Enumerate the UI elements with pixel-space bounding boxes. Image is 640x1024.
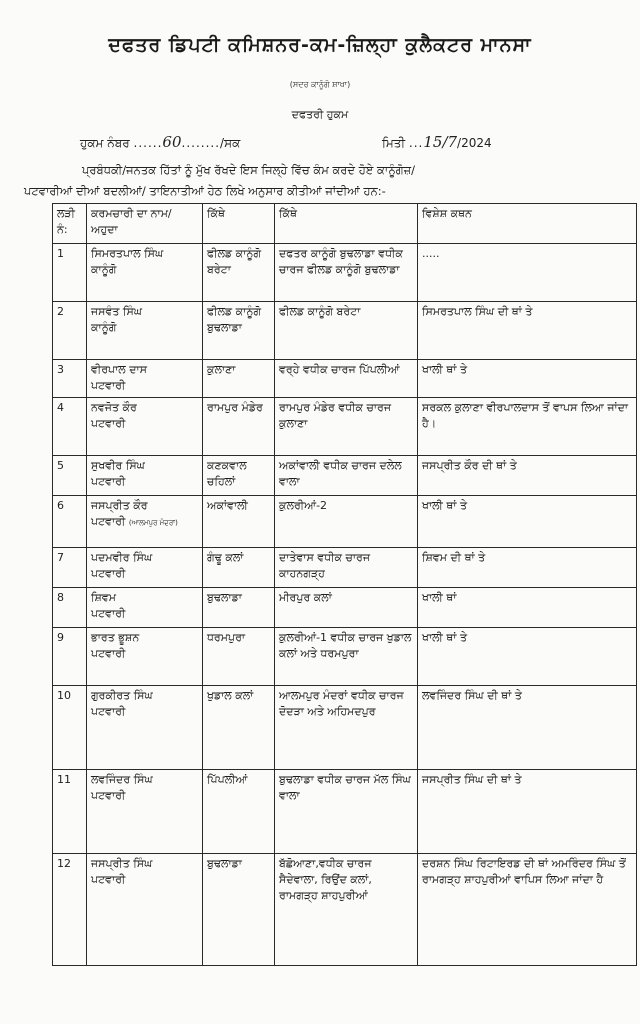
cell-from: ਫੀਲਡ ਕਾਨੂੰਗੋ ਬੁਢਲਾਡਾ — [203, 302, 275, 360]
cell-name: ਸ਼ਿਵਮ ਪਟਵਾਰੀ — [87, 588, 203, 628]
cell-name: ਜਸਵੰਤ ਸਿੰਘ ਕਾਨੂੰਗੋ — [87, 302, 203, 360]
cell-remarks: ਸਿਮਰਤਪਾਲ ਸਿੰਘ ਦੀ ਥਾਂ ਤੇ — [418, 302, 637, 360]
cell-to: ਬੁਢਲਾਡਾ ਵਧੀਕ ਚਾਰਜ ਮੱਲ ਸਿੰਘ ਵਾਲਾ — [275, 770, 418, 854]
cell-remarks: ਖਾਲੀ ਥਾਂ ਤੇ — [418, 360, 637, 398]
cell-to: ਅਕਾਂਵਾਲੀ ਵਧੀਕ ਚਾਰਜ ਦਲੇਲ ਵਾਲਾ — [275, 456, 418, 496]
cell-remarks: ਖਾਲੀ ਥਾਂ ਤੇ — [418, 628, 637, 686]
office-subtitle: (ਸਦਰ ਕਾਨੂੰਗੋ ਸ਼ਾਖਾ) — [289, 80, 351, 89]
table-row — [53, 588, 637, 628]
cell-name: ਜਸਪ੍ਰੀਤ ਕੌਰ ਪਟਵਾਰੀ (ਆਲਮਪੁਰ ਮੰਦਰਾਂ) — [87, 496, 203, 548]
table-header-row — [53, 204, 637, 244]
cell-sr: 6 — [53, 496, 87, 548]
cell-sr: 10 — [53, 686, 87, 770]
cell-to: ਬੱਛੋਆਣਾ,ਵਧੀਕ ਚਾਰਜ ਸੈਦੇਵਾਲਾ, ਰਿਉਂਦ ਕਲਾਂ, ਰਾਮਗੜ੍ਹ ਸ਼ਾਹਪੁਰੀਆਂ — [275, 854, 418, 966]
intro-line-1: ਪ੍ਰਬੰਧਕੀ/ਜਨਤਕ ਹਿੱਤਾਂ ਨੂੰ ਮੁੱਖ ਰੱਖਦੇ ਇਸ ਜਿਲ੍ਹੇ ਵਿੱਚ ਕੰਮ ਕਰਦੇ ਹੋਏ ਕਾਨੂੰਗੋਜ਼/ — [82, 163, 416, 177]
table-row — [53, 686, 637, 770]
cell-from: ਗੰਢੂ ਕਲਾਂ — [203, 548, 275, 588]
cell-name: ਸੁਖਵੀਰ ਸਿੰਘ ਪਟਵਾਰੀ — [87, 456, 203, 496]
cell-from: ਕੁਲਾਣਾ — [203, 360, 275, 398]
cell-sr: 3 — [53, 360, 87, 398]
table-row — [53, 360, 637, 398]
cell-sr: 2 — [53, 302, 87, 360]
intro-paragraph — [24, 160, 624, 202]
cell-from: ਕਣਕਵਾਲ ਚਹਿਲਾਂ — [203, 456, 275, 496]
cell-remarks: ..... — [418, 244, 637, 302]
post-note: (ਆਲਮਪੁਰ ਮੰਦਰਾਂ) — [128, 519, 178, 527]
table-row — [53, 548, 637, 588]
cell-to: ਮੀਰਪੁਰ ਕਲਾਂ — [275, 588, 418, 628]
table-row — [53, 496, 637, 548]
date-year: /2024 — [457, 136, 492, 150]
table-row — [53, 398, 637, 456]
order-date: ਮਿਤੀ ...15/7/2024 — [382, 133, 492, 151]
cell-remarks: ਸ਼ਿਵਮ ਦੀ ਥਾਂ ਤੇ — [418, 548, 637, 588]
table-row — [53, 628, 637, 686]
transfer-table — [52, 203, 637, 966]
office-title: ਦਫਤਰ ਡਿਪਟੀ ਕਮਿਸ਼ਨਰ-ਕਮ-ਜ਼ਿਲ੍ਹਾ ਕੁਲੈਕਟਰ ਮਾਨਸਾ — [108, 34, 532, 56]
date-month: 7 — [447, 133, 458, 151]
cell-remarks: ਲਵਜਿੰਦਰ ਸਿੰਘ ਦੀ ਥਾਂ ਤੇ — [418, 686, 637, 770]
header-name: ਕਰਮਚਾਰੀ ਦਾ ਨਾਮ/ਅਹੁਦਾ — [87, 204, 203, 244]
cell-from: ਬੁਢਲਾਡਾ — [203, 588, 275, 628]
table-row — [53, 854, 637, 966]
cell-from: ਰਾਮਪੁਰ ਮੰਡੇਰ — [203, 398, 275, 456]
order-number-value: 60 — [162, 133, 182, 151]
table-row — [53, 302, 637, 360]
cell-name: ਜਸਪ੍ਰੀਤ ਸਿੰਘ ਪਟਵਾਰੀ — [87, 854, 203, 966]
order-heading: ਦਫਤਰੀ ਹੁਕਮ — [291, 108, 349, 121]
cell-sr: 4 — [53, 398, 87, 456]
cell-remarks: ਖਾਲੀ ਥਾਂ — [418, 588, 637, 628]
cell-to: ਆਲਮਪੁਰ ਮੰਦਰਾਂ ਵਧੀਕ ਚਾਰਜ ਦੋਦੜਾ ਅਤੇ ਅਹਿਮਦਪੁਰ — [275, 686, 418, 770]
cell-sr: 7 — [53, 548, 87, 588]
cell-sr: 12 — [53, 854, 87, 966]
cell-sr: 1 — [53, 244, 87, 302]
cell-from: ਫੀਲਡ ਕਾਨੂੰਗੋ ਬਰੇਟਾ — [203, 244, 275, 302]
cell-to: ਦਾਤੇਵਾਸ ਵਧੀਕ ਚਾਰਜ ਕਾਹਨਗੜ੍ਹ — [275, 548, 418, 588]
header-remarks: ਵਿਸ਼ੇਸ਼ ਕਥਨ — [418, 204, 637, 244]
header-to: ਕਿੱਥੇ — [275, 204, 418, 244]
header-sr: ਲੜੀ ਨੰ: — [53, 204, 87, 244]
cell-sr: 5 — [53, 456, 87, 496]
intro-line-2: ਪਟਵਾਰੀਆਂ ਦੀਆਂ ਬਦਲੀਆਂ/ ਤਾਇਨਾਤੀਆਂ ਹੇਠ ਲਿਖੇ ਅਨੁਸਾਰ ਕੀਤੀਆਂ ਜਾਂਦੀਆਂ ਹਨ:- — [24, 184, 386, 198]
table-row — [53, 770, 637, 854]
cell-remarks: ਜਸਪ੍ਰੀਤ ਸਿੰਘ ਦੀ ਥਾਂ ਤੇ — [418, 770, 637, 854]
table-row — [53, 456, 637, 496]
cell-to: ਰਾਮਪੁਰ ਮੰਡੇਰ ਵਧੀਕ ਚਾਰਜ ਕੁਲਾਣਾ — [275, 398, 418, 456]
cell-from: ਬੁਢਲਾਡਾ — [203, 854, 275, 966]
table-row — [53, 244, 637, 302]
order-number-label: ਹੁਕਮ ਨੰਬਰ — [80, 136, 130, 150]
cell-from: ਅਕਾਂਵਾਲੀ — [203, 496, 275, 548]
cell-to: ਵਰ੍ਹੇ ਵਧੀਕ ਚਾਰਜ ਪਿੱਪਲੀਆਂ — [275, 360, 418, 398]
cell-to: ਕੁਲਰੀਆਂ-1 ਵਧੀਕ ਚਾਰਜ ਖੁਡਾਲ ਕਲਾਂ ਅਤੇ ਧਰਮਪੁਰਾ — [275, 628, 418, 686]
cell-name: ਨਵਜੋਤ ਕੌਰ ਪਟਵਾਰੀ — [87, 398, 203, 456]
cell-remarks: ਖਾਲੀ ਥਾਂ ਤੇ — [418, 496, 637, 548]
cell-name: ਸਿਮਰਤਪਾਲ ਸਿੰਘ ਕਾਨੂੰਗੋ — [87, 244, 203, 302]
cell-name: ਪਦਮਵੀਰ ਸਿੰਘ ਪਟਵਾਰੀ — [87, 548, 203, 588]
cell-from: ਧਰਮਪੁਰਾ — [203, 628, 275, 686]
cell-from: ਪਿੱਪਲੀਆਂ — [203, 770, 275, 854]
cell-to: ਫੀਲਡ ਕਾਨੂੰਗੋ ਬਰੇਟਾ — [275, 302, 418, 360]
cell-remarks: ਜਸਪ੍ਰੀਤ ਕੌਰ ਦੀ ਥਾਂ ਤੇ — [418, 456, 637, 496]
cell-to: ਦਫਤਰ ਕਾਨੂੰਗੋ ਬੁਢਲਾਡਾ ਵਧੀਕ ਚਾਰਜ ਫੀਲਡ ਕਾਨੂੰਗੋ ਬੁਢਲਾਡਾ — [275, 244, 418, 302]
date-day: 15 — [423, 133, 443, 151]
order-number-suffix: /ਸਕ — [220, 136, 241, 150]
cell-to: ਕੁਲਰੀਆਂ-2 — [275, 496, 418, 548]
date-label: ਮਿਤੀ — [382, 136, 406, 150]
cell-name: ਵੀਰਪਾਲ ਦਾਸ ਪਟਵਾਰੀ — [87, 360, 203, 398]
cell-sr: 8 — [53, 588, 87, 628]
cell-name: ਗੁਰਕੀਰਤ ਸਿੰਘ ਪਟਵਾਰੀ — [87, 686, 203, 770]
cell-sr: 11 — [53, 770, 87, 854]
cell-remarks: ਦਰਸ਼ਨ ਸਿੰਘ ਰਿਟਾਇਰਡ ਦੀ ਥਾਂ ਅਮਰਿੰਦਰ ਸਿੰਘ ਤੋਂ ਰਾਮਗੜ੍ਹ ਸ਼ਾਹਪੁਰੀਆਂ ਵਾਪਿਸ ਲਿਆ ਜਾਂਦਾ ਹੈ — [418, 854, 637, 966]
cell-name: ਲਵਜਿੰਦਰ ਸਿੰਘ ਪਟਵਾਰੀ — [87, 770, 203, 854]
order-number: ਹੁਕਮ ਨੰਬਰ ......60......../ਸਕ — [80, 133, 241, 151]
cell-from: ਖੁਡਾਲ ਕਲਾਂ — [203, 686, 275, 770]
header-from: ਕਿੱਥੇ — [203, 204, 275, 244]
cell-sr: 9 — [53, 628, 87, 686]
cell-remarks: ਸਰਕਲ ਕੁਲਾਣਾ ਵੀਰਪਾਲਦਾਸ ਤੋਂ ਵਾਪਸ ਲਿਆ ਜਾਂਦਾ ਹੈ। — [418, 398, 637, 456]
cell-name: ਭਾਰਤ ਭੂਸ਼ਨ ਪਟਵਾਰੀ — [87, 628, 203, 686]
